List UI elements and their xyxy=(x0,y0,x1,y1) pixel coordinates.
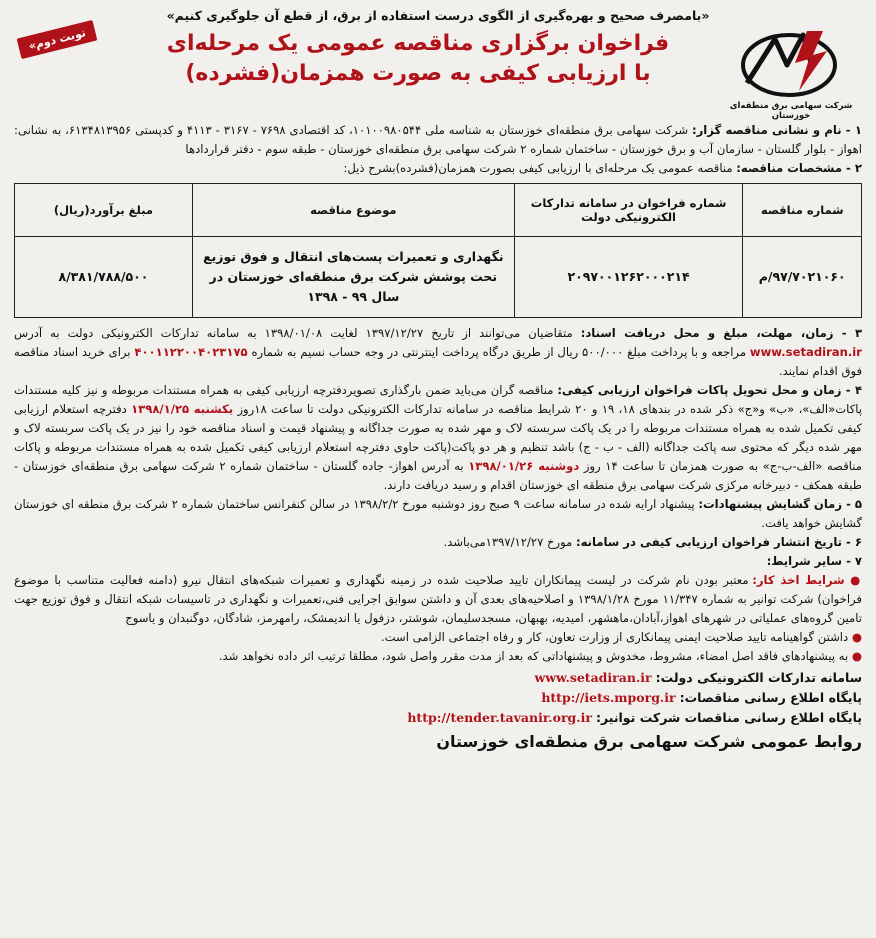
section-5-heading: ۵ - زمان گشایش پیشنهادات: xyxy=(698,497,862,511)
deadline-2: دوشنبه ۱۳۹۸/۰۱/۲۶ xyxy=(468,459,580,473)
section-7 xyxy=(14,552,862,571)
table-header: شماره مناقصه xyxy=(743,184,862,237)
section-7-heading: ۷ - سایر شرایط: xyxy=(766,554,862,568)
link-label: پایگاه اطلاع رسانی مناقصات شرکت توانیر: xyxy=(595,710,862,725)
tavanir-url[interactable]: http://tender.tavanir.org.ir xyxy=(407,710,592,725)
section-4-text-b: دفترچه استعلام ارزیابی کیفی تکمیل شده به همراه مستندات مربوطه را در یک پاکت سربسته لاک و مهر شده به صورت جداگانه و پیشنهاد قیمت و اسناد مناقصه خود را نیز در یک پاکت سربسته لاک و مهر شده دیگر که محتوی سه پاکت جداگانه (الف - ب - ج) باشد تنظیم و هر دو پاکت(پاکت حاوی دفترچه استعلام ارزیابی کیفی تکمیل شده به همراه مستندات مربوطه و پاکات مناقصه «الف-ب-ج» به صورت همزمان تا ساعت ۱۴ روز xyxy=(14,402,863,473)
table-header: شماره فراخوان در سامانه تدارکات الکترونیکی دولت xyxy=(514,184,743,237)
link-row xyxy=(14,668,862,688)
section-4 xyxy=(14,381,862,495)
section-1-heading: ۱ - نام و نشانی مناقصه گزار: xyxy=(691,123,862,137)
account-number: ۴۰۰۱۱۲۲۰۰۴۰۲۳۱۷۵ xyxy=(134,345,248,359)
condition-3 xyxy=(14,647,862,666)
deadline-1: یکشنبه ۱۳۹۸/۱/۲۵ xyxy=(131,402,234,416)
slogan: «بامصرف صحیح و بهره‌گیری از الگوی درست استفاده از برق، از قطع آن جلوگیری کنیم» xyxy=(166,8,710,23)
bullet-icon: ● xyxy=(851,649,862,663)
conditions-item-2: داشتن گواهینامه تایید صلاحیت ایمنی پیمانکاری از وزارت تعاون، کار و رفاه اجتماعی الزامی است. xyxy=(380,630,849,644)
conditions-item-3: به پیشنهادهای فاقد اصل امضاء، مشروط، مخدوش و پیشنهاداتی که بعد از مدت مقرر واصل شود، مطلقا ترتیب اثر داده نخواهد شد. xyxy=(218,649,849,663)
header xyxy=(14,25,862,121)
section-6-text: مورخ ۱۳۹۷/۱۲/۲۷می‌باشد. xyxy=(443,535,576,549)
section-3-text-a: متقاضیان می‌توانند از تاریخ ۱۳۹۷/۱۲/۲۷ لغایت ۱۳۹۸/۰۱/۰۸ به سامانه تدارکات الکترونیکی دولت به آدرس xyxy=(14,326,581,340)
section-1 xyxy=(14,121,862,159)
table-header-row xyxy=(15,184,862,237)
section-5-text: پیشنهاد ارایه شده در سامانه ساعت ۹ صبح روز دوشنبه مورخ ۱۳۹۸/۲/۲ در سالن کنفرانس ساختمان شماره ۲ شرکت برق منطقه ای خوزستان گشایش خواهد یافت. xyxy=(14,497,862,530)
section-4-heading: ۴ - زمان و محل تحویل پاکات فراخوان ارزیابی کیفی: xyxy=(557,383,863,397)
table-header: مبلغ برآورد(ریال) xyxy=(15,184,193,237)
tender-table xyxy=(14,183,862,318)
iets-url[interactable]: http://iets.mporg.ir xyxy=(541,690,676,705)
section-2-heading: ۲ - مشخصات مناقصه: xyxy=(736,161,862,175)
section-3 xyxy=(14,324,862,381)
table-header: موضوع مناقصه xyxy=(192,184,514,237)
setadiran-link[interactable]: www.setadiran.ir xyxy=(749,345,862,359)
conditions-heading: شرایط اخذ کار: xyxy=(752,573,845,587)
section-2-text: مناقصه عمومی یک مرحله‌ای با ارزیابی کیفی بصورت همزمان(فشرده)بشرح ذیل: xyxy=(343,161,737,175)
condition-1 xyxy=(14,571,862,628)
section-5 xyxy=(14,495,862,533)
condition-2 xyxy=(14,628,862,647)
table-cell: نگهداری و تعمیرات پست‌های انتقال و فوق توزیع تحت پوشش شرکت برق منطقه‌ای خوزستان در سال ۹۹ - ۱۳۹۸ xyxy=(192,237,514,318)
section-1-text: شرکت سهامی برق منطقه‌ای خوزستان به شناسه ملی ۱۰۱۰۰۹۸۰۵۴۴، کد اقتصادی ۷۶۹۸ - ۳۱۶۷ - ۴۱۱۳ و کدپستی ۶۱۳۴۸۱۳۹۵۶، به نشانی: اهواز - بلوار گلستان - سازمان آب و برق خوزستان - ساختمان شماره ۲ شرکت سهامی برق منطقه‌ای خوزستان - طبقه سوم - دفتر قراردادها xyxy=(14,123,862,156)
link-label: پایگاه اطلاع رسانی مناقصات: xyxy=(679,690,862,705)
bullet-icon: ● xyxy=(850,573,862,587)
link-row xyxy=(14,688,862,708)
conditions-text: معتبر بودن نام شرکت در لیست پیمانکاران تایید صلاحیت شده در زمینه نگهداری و تعمیرات شبکه‌های انتقال نیرو (دامنه فعالیت متناسب با موضوع فراخوان) شرکت توانیر به شماره ۱۱/۳۴۷ مورخ ۱۳۹۸/۱/۲۸ و اصلاحیه‌های بعدی آن و داشتن سوابق اجرایی فنی،تعمیرات و نگهداری در تاسیسات شبکه انتقال و فوق توزیع جهت تامین گروه‌های عملیاتی در شهرهای اهواز،آبادان،ماهشهر، امیدیه، بهبهان، مسجدسلیمان، شوشتر، دزفول یا اندیمشک، رامهرمز، شادگان، دوگنبدان و یاسوج xyxy=(14,573,862,625)
links-block xyxy=(14,668,862,728)
section-3-heading: ۳ - زمان، مهلت، مبلغ و محل دریافت اسناد: xyxy=(580,326,863,340)
section-6 xyxy=(14,533,862,552)
bullet-icon: ● xyxy=(851,630,862,644)
link-row xyxy=(14,708,862,728)
section-4-text-a: مناقصه گران می‌باید ضمن بارگذاری تصویردفترچه ارزیابی کیفی به همراه مستندات مربوطه و نیز کلیه مستندات پاکات«الف»، «ب» و«ج» ذکر شده در بندهای ۱۸، ۱۹ و ۲۰ شرایط مناقصه در سامانه تدارکات الکترونیکی دولت تا ساعت ۱۸روز xyxy=(14,383,862,416)
setadiran-url[interactable]: www.setadiran.ir xyxy=(534,670,652,685)
table-cell: ۹۷/۷۰۲۱۰۶۰/م xyxy=(743,237,862,318)
link-label: سامانه تدارکات الکترونیکی دولت: xyxy=(655,670,862,685)
section-2 xyxy=(14,159,862,178)
logo-caption: شرکت سهامی برق منطقه‌ای خوزستان xyxy=(729,101,853,121)
section-3-text-b: مراجعه و با پرداخت مبلغ ۵۰۰/۰۰۰ ریال از طریق درگاه پرداخت اینترنتی در وجه حساب نسیم به شماره xyxy=(247,345,750,359)
section-3-text-c: برای خرید اسناد مناقصه فوق اقدام نمایند. xyxy=(14,345,862,378)
section-6-heading: ۶ - تاریخ انتشار فراخوان ارزیابی کیفی در سامانه: xyxy=(575,535,862,549)
table-row xyxy=(15,237,862,318)
table-cell: ۸/۳۸۱/۷۸۸/۵۰۰ xyxy=(15,237,193,318)
title-block xyxy=(124,29,712,89)
footer-signature: روابط عمومی شرکت سهامی برق منطقه‌ای خوزستان xyxy=(436,732,862,751)
table-cell: ۲۰۹۷۰۰۱۲۶۲۰۰۰۲۱۴ xyxy=(514,237,743,318)
round-badge: نوبت دوم» xyxy=(17,20,98,59)
page-title: فراخوان برگزاری مناقصه عمومی یک مرحله‌ای xyxy=(166,31,670,56)
company-logo xyxy=(726,25,856,121)
logo-emblem-icon xyxy=(737,25,845,101)
section-4-text-c: به آدرس اهواز- جاده گلستان - ساختمان شماره ۲ شرکت سهامی برق منطقه‌ای خوزستان - طبقه همکف - دبیرخانه مرکزی شرکت سهامی برق منطقه ای خوزستان اقدام و رسید دریافت دارند. xyxy=(14,459,862,492)
page-subtitle: با ارزیابی کیفی به صورت همزمان(فشرده) xyxy=(185,61,651,86)
